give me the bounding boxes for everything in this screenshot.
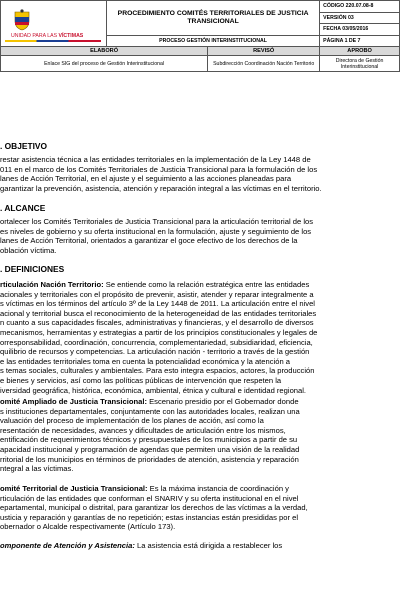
section-objetivo-title: . OBJETIVO (0, 141, 48, 151)
document-version: VERSIÓN 03 (320, 12, 400, 24)
text-line: s víctimas en los términos del artículo 3º de la Ley 1448 de 2011. La articulación entre el nivel (0, 299, 315, 309)
text-line: s temas sociales, culturales y ambientales. Para esto integra espacios, actores, la producción (0, 366, 315, 376)
flag-color-bar (5, 40, 101, 42)
text-line: lanes de Acción Territorial, orientados a garantizar el goce efectivo de los derechos de la (0, 236, 298, 246)
aprobo-value: Directora de Gestión Interinstitucional (320, 56, 400, 72)
reviso-value: Subdirección Coordinación Nación Territorio (208, 56, 320, 72)
text-line: epartamental, municipal o distrital, para garantizar los derechos de las víctimas a la verdad, (0, 503, 308, 513)
text-line: acional y territorial busca el reconocimiento de la heterogeneidad de las entidades territoriales (0, 308, 317, 318)
text-line: acionales y territoriales con el propósito de prevenir, asistir, atender y reparar integralmente a (0, 289, 314, 299)
logo-wordmark (11, 33, 83, 39)
section-objetivo-text (0, 155, 400, 193)
document-title: PROCEDIMIENTO COMITÉS TERRITORIALES DE JUSTICIA TRANSICIONAL (107, 1, 320, 36)
text-line: quilibrio de recursos y competencias. La articulación nación - territorio a través de la gestión (0, 347, 310, 357)
text-line: orresponsabilidad, coordinación, concurrencia, complementariedad, subsidiaridad, eficiencia, (0, 337, 313, 347)
definition-componente-atencion (0, 541, 400, 551)
definition-term: omité Ampliado de Justicia Transicional: (0, 397, 147, 406)
text-line: obernador o Alcalde respectivamente (Artículo 173). (0, 522, 176, 532)
text-fragment: Escenario presidio por el Gobernador donde (147, 397, 299, 406)
text-line: garantizar la prevención, asistencia, atención y reparación integral a las víctimas en el territorio. (0, 183, 322, 193)
definition-term: omité Territorial de Justicia Transicional: (0, 484, 148, 493)
text-line (0, 397, 400, 407)
text-line (0, 280, 400, 290)
coat-of-arms-icon (13, 9, 31, 31)
text-line: resentación de necesidades, avances y dificultades de articulación entre los mismos, (0, 425, 286, 435)
text-line: usticia y reparación y garantías de no repetición; estas instancias están presididas por el (0, 512, 299, 522)
definition-term: rticulación Nación Territorio: (0, 280, 104, 289)
definition-term: omponente de Atención y Asistencia: (0, 541, 135, 550)
text-line: n cuanto a sus capacidades fiscales, administrativas y financieras, y el desarrollo de diversos (0, 318, 314, 328)
text-line: apacidad institucional y programación de agendas que permiten una visión de la realidad (0, 444, 300, 454)
text-line: lanes de Acción Territorial, en el ajuste y el seguimiento a las acciones planeadas para (0, 174, 292, 184)
text-line: e bienes y servicios, así como las políticas públicas de intervención que respeten la (0, 375, 282, 385)
section-alcance-title: . ALCANCE (0, 203, 46, 213)
document-code: CÓDIGO 220.07.08-8 (320, 1, 400, 13)
page-number: PÁGINA 1 DE 7 (320, 35, 400, 47)
elaboro-value: Enlace SIG del proceso de Gestión Interinstitucional (1, 56, 208, 72)
elaboro-label: ELABORÓ (1, 47, 208, 56)
text-line: ntegral a las víctimas. (0, 464, 74, 474)
text-line: valuación del proceso de implementación de los planes de acción, así como la (0, 416, 264, 426)
text-line: 011 en el marco de los Comités Territoriales de Justicia Transicional para la formulación de los (0, 164, 318, 174)
text-line: ortalecer los Comités Territoriales de Justicia Transicional para la articulación territorial de los (0, 217, 314, 226)
text-line: oblación víctima. (0, 245, 57, 255)
text-line: entificación de requerimientos técnicos y presupuestales de los municipios a partir de su (0, 435, 298, 445)
unidad-victimas-logo (5, 7, 103, 43)
document-date: FECHA 03/05/2016 (320, 24, 400, 36)
document-header (0, 0, 400, 132)
section-definiciones-title: . DEFINICIONES (0, 264, 65, 274)
logo-text-2: VÍCTIMAS (58, 33, 84, 39)
text-fragment: La asistencia está dirigida a restablecer los (134, 541, 283, 550)
text-fragment: Es la máxima instancia de coordinación y (147, 484, 289, 493)
text-line: s instituciones departamentales, conjuntamente con las autoridades locales, realizan una (0, 406, 300, 416)
text-fragment: Se entiende como la relación estratégica entre las entidades (103, 280, 310, 289)
definition-comite-territorial (0, 484, 400, 532)
text-line: mecanismos, herramientas y estrategias a partir de los principios constitucionales y legales de (0, 327, 318, 337)
logo-text-1: UNIDAD PARA LAS (11, 33, 58, 39)
text-line (0, 484, 400, 494)
header-table (0, 0, 400, 72)
definition-articulacion (0, 280, 400, 395)
text-line: iversidad geográfica, histórica, económica, ambiental, étnica y cultural e identidad regional. (0, 385, 307, 395)
logo-cell (1, 1, 107, 47)
process-name: PROCESO GESTIÓN INTERINSTITUCIONAL (107, 35, 320, 47)
text-line: es niveles de gobierno y su oferta institucional en la formulación, ajuste y seguimiento de los (0, 226, 312, 236)
text-line: restar asistencia técnica a las entidades territoriales en la implementación de la Ley 1448 de (0, 155, 311, 164)
text-line: rticulación de las entidades que conforman el SNARIV y su oferta institucional en el nivel (0, 493, 299, 503)
text-line (0, 541, 400, 551)
text-line: rritorial de los municipios en términos de prioridades de atención, asistencia y reparación (0, 454, 299, 464)
aprobo-label: APROBO (320, 47, 400, 56)
text-line: e las entidades territoriales toma en cuenta la potencialidad económica y la atención a (0, 356, 291, 366)
section-alcance-text (0, 217, 400, 255)
reviso-label: REVISÓ (208, 47, 320, 56)
definition-comite-ampliado (0, 397, 400, 474)
